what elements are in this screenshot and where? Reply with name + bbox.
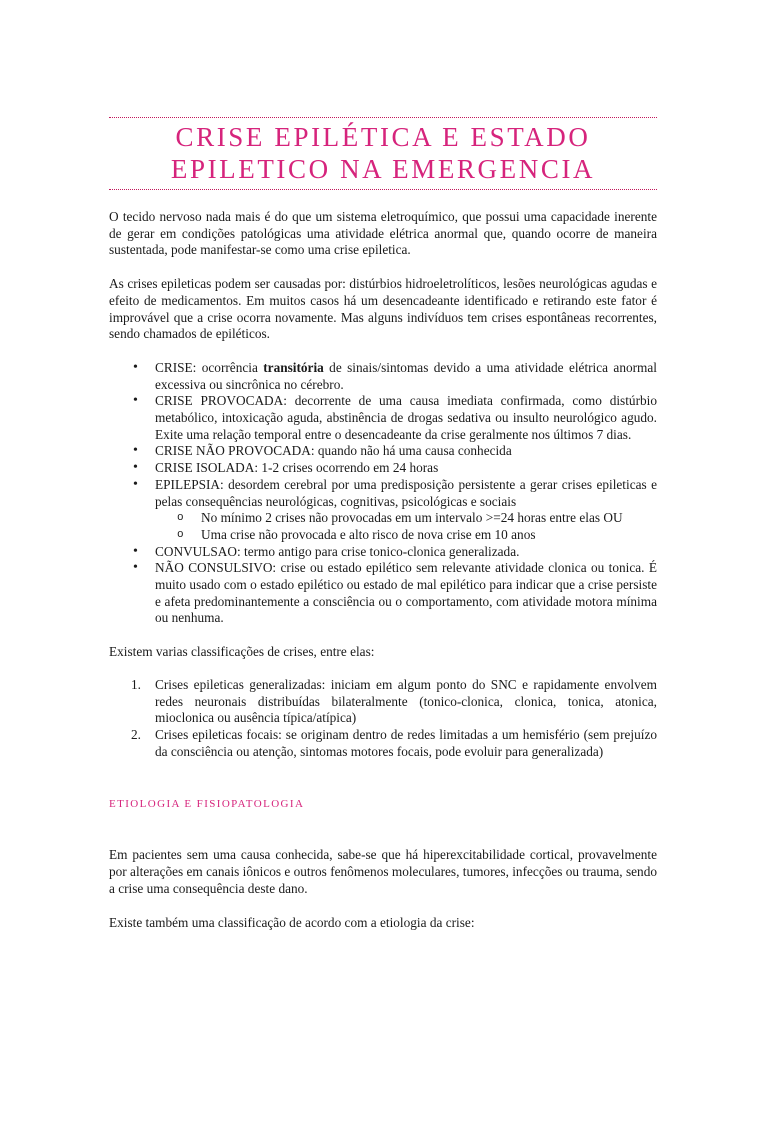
section-heading-etiologia: ETIOLOGIA E FISIOPATOLOGIA [109, 798, 305, 811]
list-item-text: Crises epileticas generalizadas: iniciam em algum ponto do SNC e rapidamente envolvem redes neuronais distribuídas bilateralmente (tonico-clonica, clonica, tonica, atonica, mioclonica ou ausência típica/atípica) [155, 676, 657, 726]
classifications-list [109, 677, 657, 761]
definitions-list [109, 360, 657, 627]
list-item-text: Crises epileticas focais: se originam dentro de redes limitadas a um hemisfério (sem prejuízo da consciência ou atenção, sintomas motores focais, pode evoluir para generalizada) [155, 726, 657, 759]
list-item-epilepsia [155, 477, 657, 544]
classifications-intro: Existem varias classificações de crises, entre elas: [109, 644, 375, 660]
document-page [0, 117, 768, 1141]
list-item-crise-isolada: • CRISE ISOLADA: 1-2 crises ocorrendo em 24 horas [155, 460, 657, 477]
list-number: 2. [131, 726, 141, 742]
etiology-paragraph: Em pacientes sem uma causa conhecida, sabe-se que há hiperexcitabilidade cortical, provavelmente por alterações em canais iônicos e outros fenômenos moleculares, tumores, infecções ou trauma, sendo a crise uma consequência deste dano. [109, 847, 657, 896]
page-title: CRISE EPILÉTICA E ESTADO EPILETICO NA EMERGENCIA [170, 122, 596, 184]
epilepsia-sublist [155, 510, 657, 543]
list-number: 1. [131, 676, 141, 692]
list-item-crise-provocada: • CRISE PROVOCADA: decorrente de uma causa imediata confirmada, como distúrbio metabólico, intoxicação aguda, abstinência de drogas sedativa ou insulto neurológico agudo. Exite uma relação temporal entre o desencadeante da crise geralmente nos últimos 7 dias. [155, 393, 657, 443]
crise-text-pre: CRISE: ocorrência [155, 359, 264, 375]
crise-text-post: de sinais/sintomas devido a uma atividade elétrica anormal excessiva ou sincrônica no cérebro. [155, 359, 657, 392]
list-item-crise-nao-provocada: • CRISE NÃO PROVOCADA: quando não há uma causa conhecida [155, 443, 657, 460]
numbered-list-item [131, 676, 657, 727]
list-item-crise [155, 360, 657, 393]
epilepsia-text: EPILEPSIA: desordem cerebral por uma predisposição persistente a gerar crises epileticas e pelas consequências neurológicas, cognitivas, psicológicas e sociais [155, 476, 657, 509]
sub-list-item: o Uma crise não provocada e alto risco de nova crise em 10 anos [201, 527, 657, 544]
causes-paragraph: As crises epileticas podem ser causadas por: distúrbios hidroeletrolíticos, lesões neurológicas agudas e efeito de medicamentos. Em muitos casos há um desencadeante identificado e retirando este fator é improvável que a crise ocorra novamente. Mas alguns indivíduos tem crises espontâneas recorrentes, sendo chamados de epiléticos. [109, 276, 657, 342]
title-block [109, 117, 657, 190]
list-item-nao-convulsivo: • NÃO CONSULSIVO: crise ou estado epilético sem relevante atividade clonica ou tonica. É muito usado com o estado epilético ou estado de mal epilético para indicar que a crise persiste e afeta predominantemente a consciência ou o comportamento, com atividade motora mínima ou nenhuma. [155, 560, 657, 627]
intro-paragraph: O tecido nervoso nada mais é do que um sistema eletroquímico, que possui uma capacidade inerente de gerar em condições patológicas uma atividade elétrica anormal que, quando ocorre de maneira sustentada, pode manifestar-se como uma crise epiletica. [109, 209, 657, 258]
sub-list-item: o No mínimo 2 crises não provocadas em um intervalo >=24 horas entre elas OU [201, 510, 657, 527]
crise-text-bold: transitória [263, 359, 324, 375]
etiology-classification-paragraph: Existe também uma classificação de acordo com a etiologia da crise: [109, 914, 475, 930]
list-item-convulsao: • CONVULSAO: termo antigo para crise tonico-clonica generalizada. [155, 544, 657, 561]
numbered-list-item [131, 726, 657, 760]
